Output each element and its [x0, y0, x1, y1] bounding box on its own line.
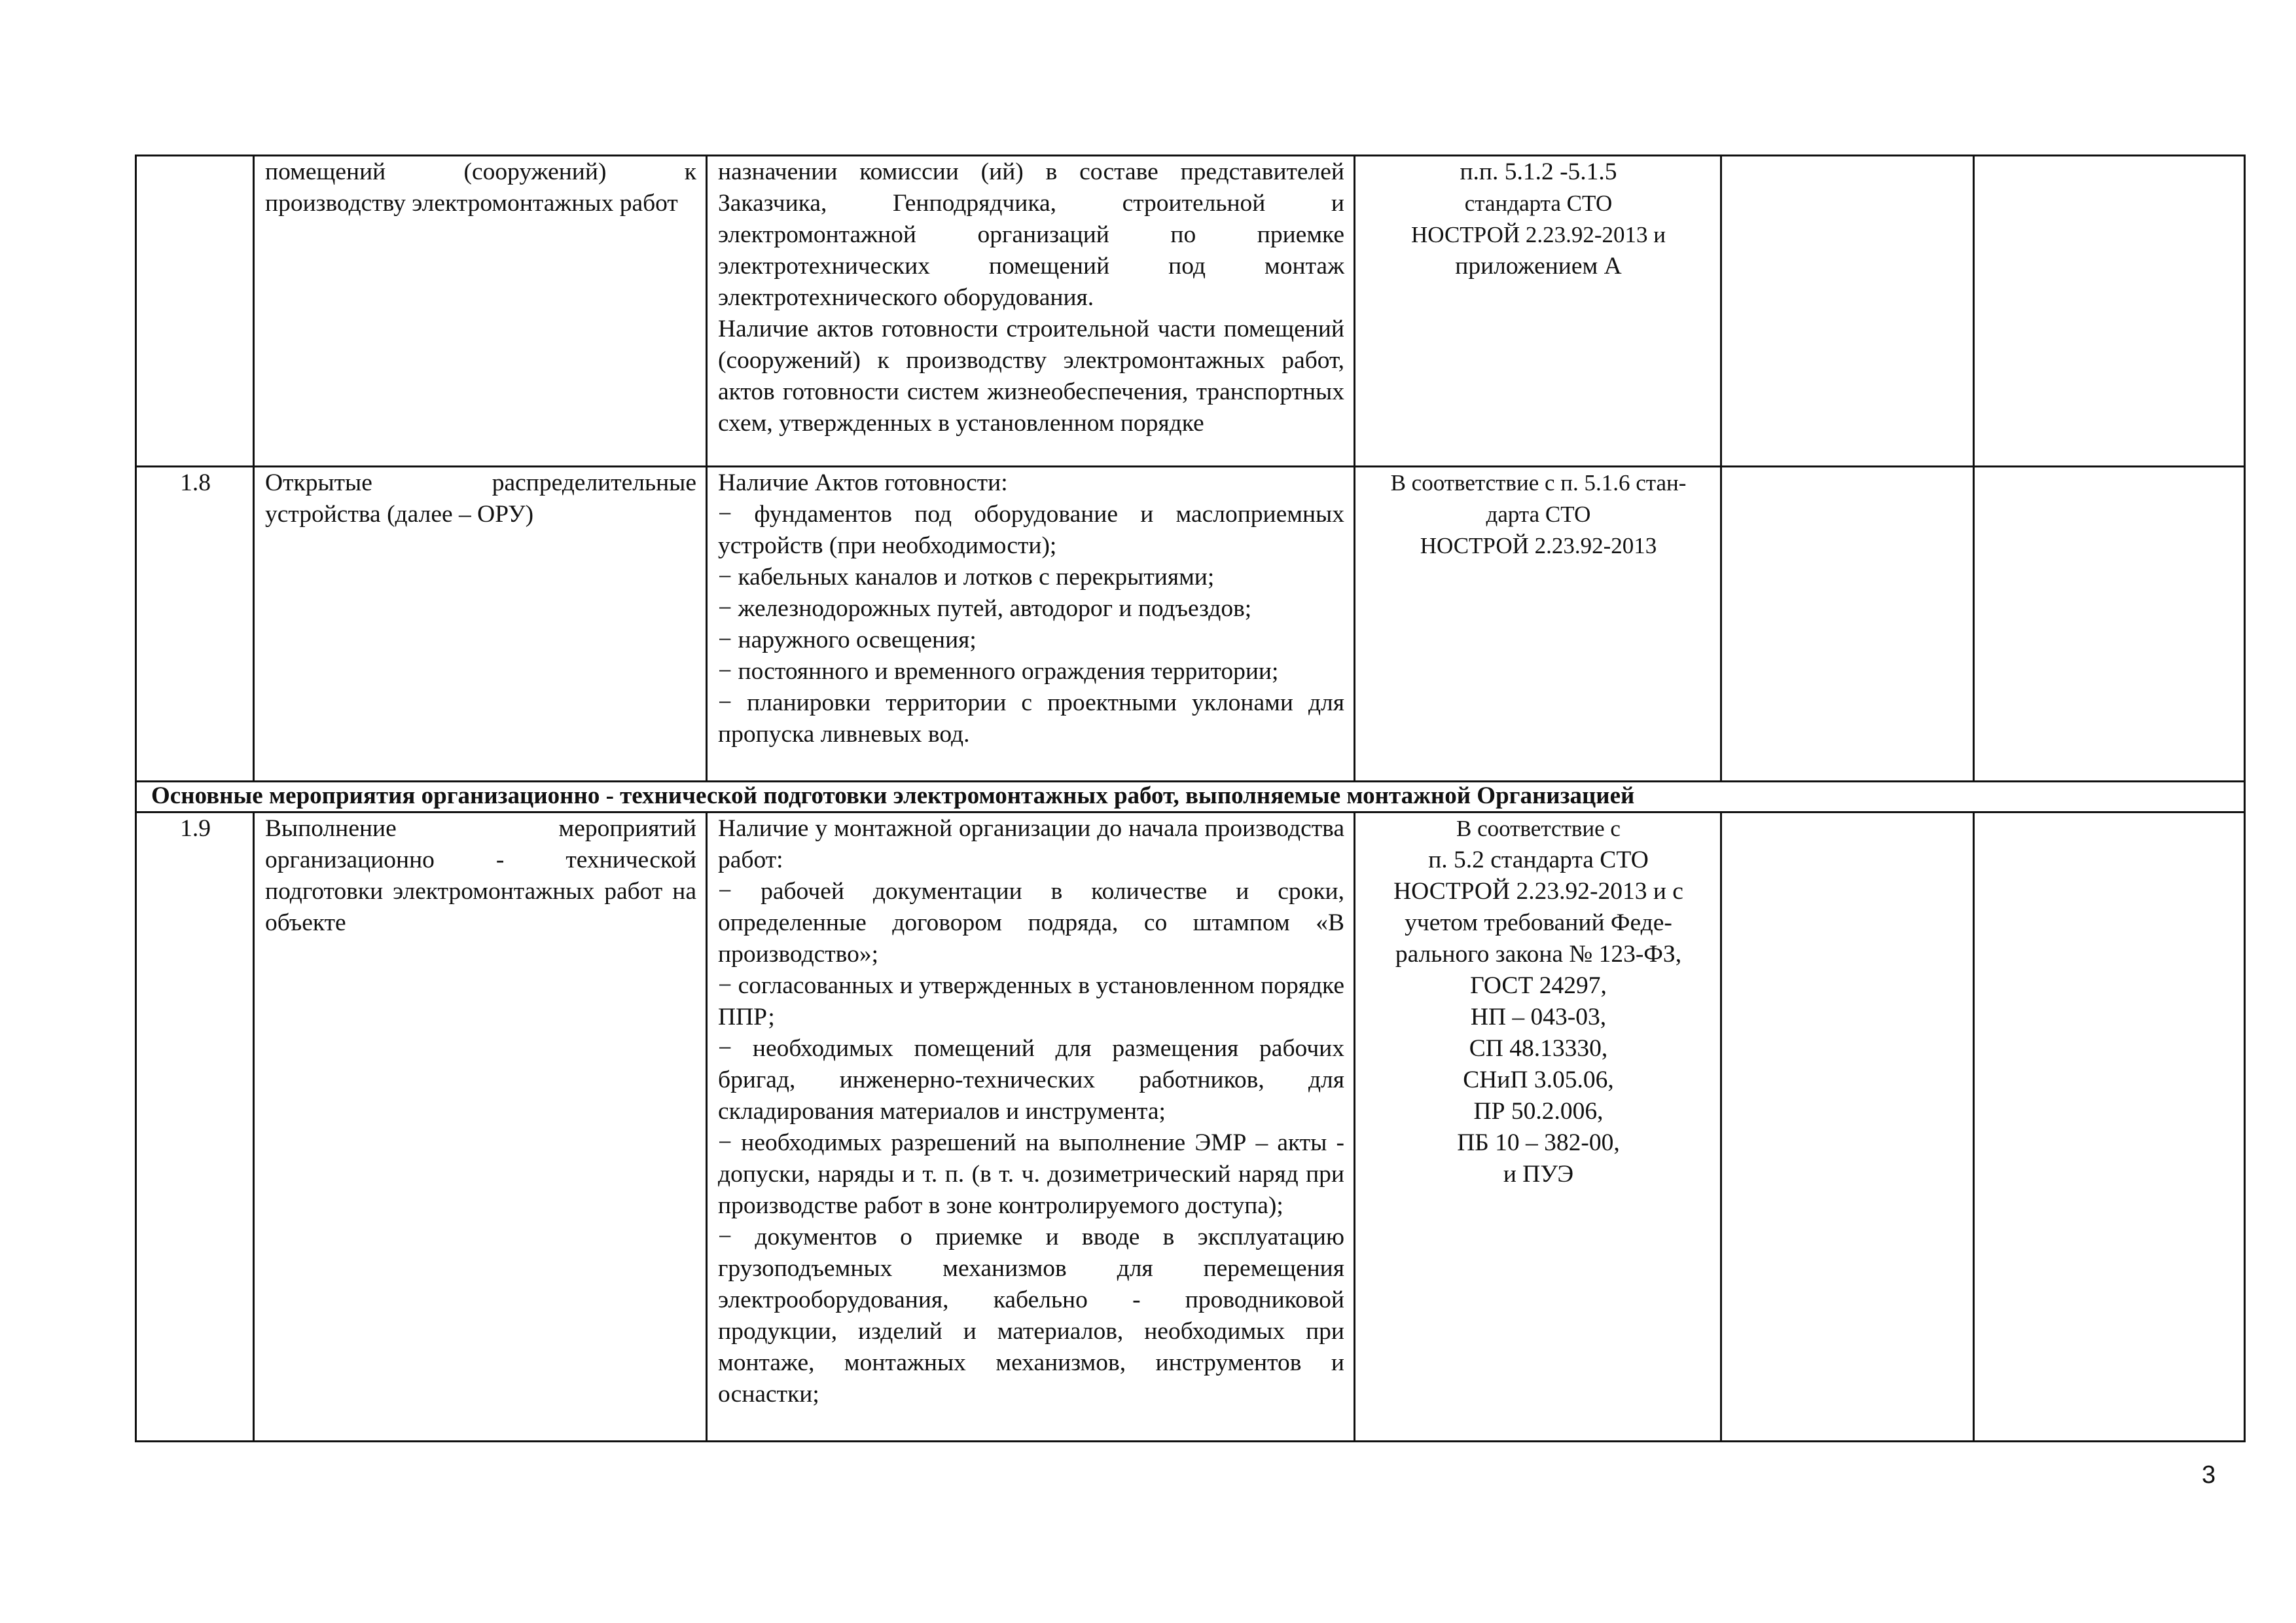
- reference-line: НОСТРОЙ 2.23.92-2013 и с: [1393, 878, 1683, 905]
- empty-cell: [1974, 156, 2245, 467]
- reference-line: СП 48.13330,: [1469, 1035, 1608, 1062]
- reference-text: [1355, 812, 1721, 1442]
- requirement-line: − необходимых помещений для размещения рабочих бригад, инженерно-технических работников, для складирования материалов и инструмента;: [718, 1035, 1344, 1125]
- reference-line: стандарта СТО: [1464, 191, 1613, 216]
- requirement-text: [707, 156, 1355, 467]
- empty-cell: [1721, 467, 1974, 782]
- reference-line: НОСТРОЙ 2.23.92-2013: [1420, 533, 1657, 558]
- reference-line: дарта СТО: [1486, 501, 1591, 527]
- section-header-row: [136, 782, 2245, 812]
- empty-cell: [1974, 467, 2245, 782]
- requirement-line: − кабельных каналов и лотков с перекрытиями;: [718, 564, 1215, 591]
- requirement-line: − наружного освещения;: [718, 627, 977, 653]
- row-number: 1.9: [136, 812, 254, 1442]
- requirement-line: Наличие Актов готовности:: [718, 469, 1008, 496]
- requirement-line: назначении комиссии (ий) в составе представителей Заказчика, Генподрядчика, строительной и электромонтажной организаций по приемке электротехнических помещений под монтаж электротехнического оборудования.: [718, 158, 1344, 311]
- reference-line: В соответствие с: [1456, 816, 1621, 841]
- empty-cell: [1721, 812, 1974, 1442]
- requirement-line: − фундаментов под оборудование и маслоприемных устройств (при необходимости);: [718, 501, 1344, 559]
- requirement-line: − железнодорожных путей, автодорог и подъездов;: [718, 595, 1252, 622]
- empty-cell: [1974, 812, 2245, 1442]
- requirement-text: [707, 467, 1355, 782]
- reference-line: НОСТРОЙ 2.23.92-2013 и: [1410, 222, 1666, 247]
- requirement-line: − постоянного и временного ограждения территории;: [718, 658, 1279, 685]
- reference-line: НП – 043-03,: [1470, 1004, 1607, 1030]
- reference-line: В соответствие с п. 5.1.6 стан-: [1390, 470, 1687, 496]
- table-row: [136, 156, 2245, 467]
- requirement-line: − рабочей документации в количестве и сроки, определенные договором подряда, со штампом «В производство»;: [718, 878, 1344, 968]
- row-number: [136, 156, 254, 467]
- reference-line: СНиП 3.05.06,: [1463, 1067, 1614, 1093]
- requirement-line: − документов о приемке и вводе в эксплуатацию грузоподъемных механизмов для перемещения электрооборудования, кабельно - проводниковой продукции, изделий и материалов, необходимых при монтаже, монтажных механизмов, инструментов и оснастки;: [718, 1224, 1344, 1408]
- reference-line: п. 5.2 стандарта СТО: [1428, 847, 1649, 873]
- section-title: Основные мероприятия организационно - технической подготовки электромонтажных работ, выполняемые монтажной Организацией: [136, 782, 2245, 812]
- reference-line: ПБ 10 – 382-00,: [1457, 1129, 1620, 1156]
- requirements-table: [135, 155, 2246, 1442]
- requirement-text: [707, 812, 1355, 1442]
- reference-line: п.п. 5.1.2 -5.1.5: [1460, 158, 1617, 185]
- reference-text: [1355, 156, 1721, 467]
- table-row: [136, 467, 2245, 782]
- item-name: Выполнение мероприятий организационно - технической подготовки электромонтажных работ на объекте: [254, 812, 707, 1442]
- page-number: 3: [2202, 1461, 2216, 1489]
- row-number: 1.8: [136, 467, 254, 782]
- reference-text: [1355, 467, 1721, 782]
- table-row: [136, 812, 2245, 1442]
- empty-cell: [1721, 156, 1974, 467]
- reference-line: приложением А: [1455, 253, 1622, 280]
- reference-line: рального закона № 123-ФЗ,: [1395, 941, 1682, 968]
- requirement-line: − согласованных и утвержденных в установленном порядке ППР;: [718, 972, 1344, 1030]
- requirement-line: Наличие актов готовности строительной части помещений (сооружений) к производству электромонтажных работ, актов готовности систем жизнеобеспечения, транспортных схем, утвержденных в установленном порядке: [718, 316, 1344, 437]
- item-name: помещений (сооружений) к производству электромонтажных работ: [254, 156, 707, 467]
- requirement-line: − необходимых разрешений на выполнение ЭМР – акты - допуски, наряды и т. п. (в т. ч. дозиметрический наряд при производстве работ в зоне контролируемого доступа);: [718, 1129, 1344, 1219]
- reference-line: ПР 50.2.006,: [1473, 1098, 1604, 1125]
- requirement-line: − планировки территории с проектными уклонами для пропуска ливневых вод.: [718, 689, 1344, 748]
- requirement-line: Наличие у монтажной организации до начала производства работ:: [718, 815, 1344, 873]
- item-name: Открытые распределительные устройства (далее – ОРУ): [254, 467, 707, 782]
- reference-line: учетом требований Феде-: [1405, 909, 1672, 936]
- reference-line: ГОСТ 24297,: [1470, 972, 1607, 999]
- reference-line: и ПУЭ: [1503, 1161, 1574, 1188]
